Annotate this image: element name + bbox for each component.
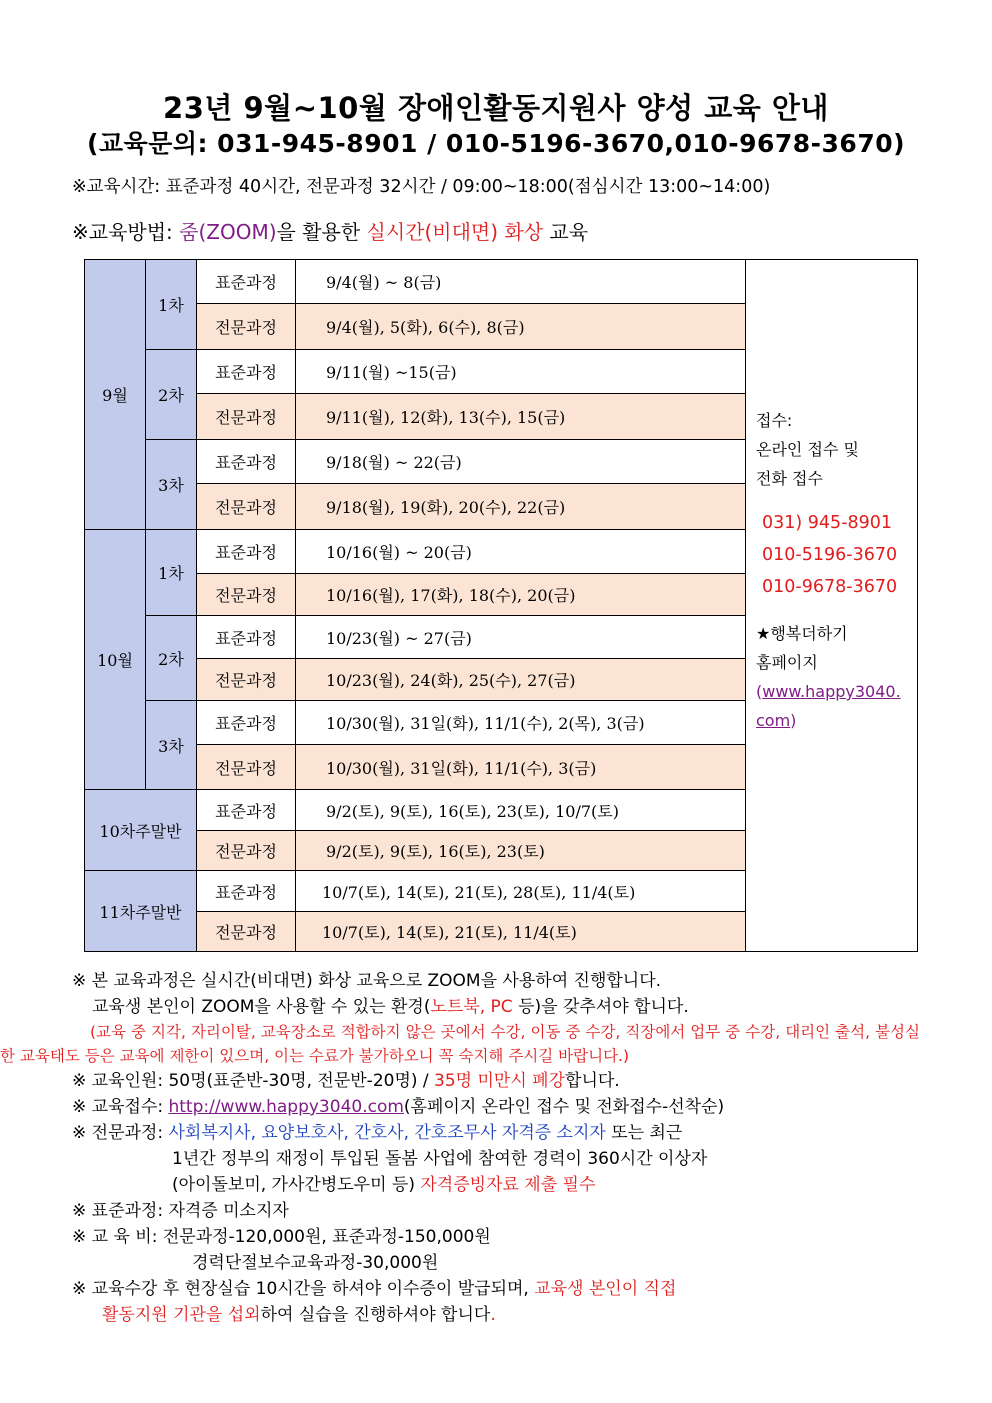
note-registration <box>72 1094 922 1120</box>
round-cell: 1차 <box>146 260 197 350</box>
method-suffix: 교육 <box>543 220 589 244</box>
phone-number: 010-9678-3670 <box>762 577 898 597</box>
course-type: 전문과정 <box>197 304 296 350</box>
course-type: 표준과정 <box>197 260 296 304</box>
date-cell: 10/16(월) ~ 20(금) <box>296 530 746 574</box>
homepage-label: ★행복더하기 <box>756 624 848 643</box>
registration-line2: 전화 접수 <box>756 469 823 488</box>
homepage-label2: 홈페이지 <box>756 653 818 672</box>
phone-number: 031) 945-8901 <box>762 513 893 533</box>
note-restrictions-text: (교육 중 지각, 자리이탈, 교육장소로 적합하지 않은 곳에서 수강, 이동 중 수강, 직장에서 업무 중 수강, 대리인 출석, 불성실한 교육태도 등은 교육에 제한이 있으며, 이는 수료가 불가하오니 꼭 숙지해 주시길 바랍니다.) <box>0 1023 920 1065</box>
note-docs-required: 자격증빙자료 제출 필수 <box>420 1175 596 1195</box>
round-cell: 3차 <box>146 701 197 790</box>
round-cell: 1차 <box>146 530 197 616</box>
homepage-info <box>756 619 916 735</box>
date-cell: 10/30(월), 31일(화), 11/1(수), 2(목), 3(금) <box>296 701 746 745</box>
education-time: ※교육시간: 표준과정 40시간, 전문과정 32시간 / 09:00~18:00(점심시간 13:00~14:00) <box>72 177 771 197</box>
course-type: 표준과정 <box>197 871 296 912</box>
homepage-link-cont[interactable]: com <box>756 711 791 730</box>
course-type: 표준과정 <box>197 616 296 659</box>
note-pro-qualifications: 사회복지사, 요양보호사, 간호사, 간호조무사 자격증 소지자 <box>168 1123 606 1143</box>
note-practicum-period: . <box>490 1305 496 1325</box>
note-env-a: 교육생 본인이 ZOOM을 사용할 수 있는 환경( <box>92 997 431 1017</box>
date-cell: 10/23(월), 24(화), 25(수), 27(금) <box>296 659 746 701</box>
page-title: 23년 9월~10월 장애인활동지원사 양성 교육 안내 <box>163 91 829 125</box>
url-paren: ) <box>790 711 797 730</box>
date-cell: 9/11(월) ~15(금) <box>296 350 746 394</box>
note-practicum-self: 교육생 본인이 직접 <box>534 1279 677 1299</box>
note-professional <box>72 1120 922 1146</box>
registration-cell <box>746 260 918 952</box>
note-docs-a: (아이돌보미, 가사간병도우미 등) <box>172 1175 421 1195</box>
date-cell: 9/18(월), 19(화), 20(수), 22(금) <box>296 484 746 530</box>
date-cell: 9/4(월) ~ 8(금) <box>296 260 746 304</box>
registration-line1: 온라인 접수 및 <box>756 440 859 459</box>
round-cell: 2차 <box>146 616 197 701</box>
note-reg-c: (홈페이지 온라인 접수 및 전화접수-선착순) <box>403 1097 725 1117</box>
method-prefix: ※교육방법: <box>72 220 180 244</box>
registration-label: 접수: <box>756 411 793 430</box>
registration-info <box>756 406 916 735</box>
note-fee-cont: 경력단절보수교육과정-30,000원 <box>192 1253 439 1273</box>
note-capacity-a: ※ 교육인원: 50명(표준반-30명, 전문반-20명) / <box>72 1071 435 1091</box>
date-cell: 10/30(월), 31일(화), 11/1(수), 3(금) <box>296 745 746 790</box>
note-restrictions <box>0 1020 920 1068</box>
course-type: 전문과정 <box>197 574 296 616</box>
note-env-c: 등)을 갖추셔야 합니다. <box>512 997 689 1017</box>
note-pro-c: 또는 최근 <box>605 1123 683 1143</box>
note-practicum-b: 하여 실습을 진행하셔야 합니다 <box>260 1305 491 1325</box>
method-zoom: 줌(ZOOM) <box>179 220 277 244</box>
round-cell: 3차 <box>146 440 197 530</box>
course-type: 전문과정 <box>197 484 296 530</box>
education-method <box>72 216 588 245</box>
date-cell: 9/11(월), 12(화), 13(수), 15(금) <box>296 394 746 440</box>
note-practicum-agency: 활동지원 기관을 섭외 <box>102 1305 261 1325</box>
note-reg-a: ※ 교육접수: <box>72 1097 169 1117</box>
date-cell: 10/16(월), 17(화), 18(수), 20(금) <box>296 574 746 616</box>
note-practicum <box>72 1276 922 1302</box>
homepage-url-cont <box>756 706 916 735</box>
homepage-url <box>756 677 916 706</box>
note-env-devices: 노트북, PC <box>430 997 513 1017</box>
date-cell: 9/2(토), 9(토), 16(토), 23(토) <box>296 831 746 871</box>
note-standard: ※ 표준과정: 자격증 미소지자 <box>72 1201 289 1221</box>
weekend-class-cell: 10차주말반 <box>85 790 197 871</box>
course-type: 표준과정 <box>197 440 296 484</box>
note-capacity-c: 합니다. <box>565 1071 620 1091</box>
month-cell: 10월 <box>85 530 146 790</box>
course-type: 전문과정 <box>197 394 296 440</box>
month-cell: 9월 <box>85 260 146 530</box>
method-realtime: 실시간(비대면) 화상 <box>366 220 544 244</box>
round-cell: 2차 <box>146 350 197 440</box>
course-type: 표준과정 <box>197 350 296 394</box>
course-type: 전문과정 <box>197 912 296 952</box>
course-type: 표준과정 <box>197 790 296 831</box>
note-fee: ※ 교 육 비: 전문과정-120,000원, 표준과정-150,000원 <box>72 1227 491 1247</box>
date-cell: 9/2(토), 9(토), 16(토), 23(토), 10/7(토) <box>296 790 746 831</box>
phone-number: 010-5196-3670 <box>762 545 898 565</box>
course-type: 전문과정 <box>197 745 296 790</box>
url-paren: ( <box>756 682 763 701</box>
weekend-class-cell: 11차주말반 <box>85 871 197 952</box>
note-professional-docs <box>72 1172 922 1198</box>
contact-line: (교육문의: 031-945-8901 / 010-5196-3670,010-9678-3670) <box>86 129 906 158</box>
date-cell: 10/23(월) ~ 27(금) <box>296 616 746 659</box>
note-capacity-cancel: 35명 미만시 폐강 <box>434 1071 566 1091</box>
phone-list <box>756 507 916 603</box>
note-capacity <box>72 1068 922 1094</box>
date-cell: 9/4(월), 5(화), 6(수), 8(금) <box>296 304 746 350</box>
course-type: 표준과정 <box>197 530 296 574</box>
date-cell: 10/7(토), 14(토), 21(토), 28(토), 11/4(토) <box>296 871 746 912</box>
note-pro-a: ※ 전문과정: <box>72 1123 169 1143</box>
date-cell: 10/7(토), 14(토), 21(토), 11/4(토) <box>296 912 746 952</box>
note-zoom: ※ 본 교육과정은 실시간(비대면) 화상 교육으로 ZOOM을 사용하여 진행합니다. <box>72 971 662 991</box>
note-practicum-cont <box>72 1302 922 1328</box>
date-cell: 9/18(월) ~ 22(금) <box>296 440 746 484</box>
homepage-link[interactable]: www.happy3040. <box>762 682 901 701</box>
note-environment <box>72 994 922 1020</box>
schedule-table <box>84 259 918 952</box>
note-professional-cont: 1년간 정부의 재정이 투입된 돌봄 사업에 참여한 경력이 360시간 이상자 <box>172 1149 708 1169</box>
method-mid: 을 활용한 <box>276 220 367 244</box>
course-type: 표준과정 <box>197 701 296 745</box>
notes-section <box>0 968 922 1328</box>
note-practicum-a: ※ 교육수강 후 현장실습 10시간을 하셔야 이수증이 발급되며, <box>72 1279 535 1299</box>
course-type: 전문과정 <box>197 659 296 701</box>
table-row <box>85 260 918 304</box>
course-type: 전문과정 <box>197 831 296 871</box>
registration-link[interactable]: http://www.happy3040.com <box>168 1097 404 1117</box>
